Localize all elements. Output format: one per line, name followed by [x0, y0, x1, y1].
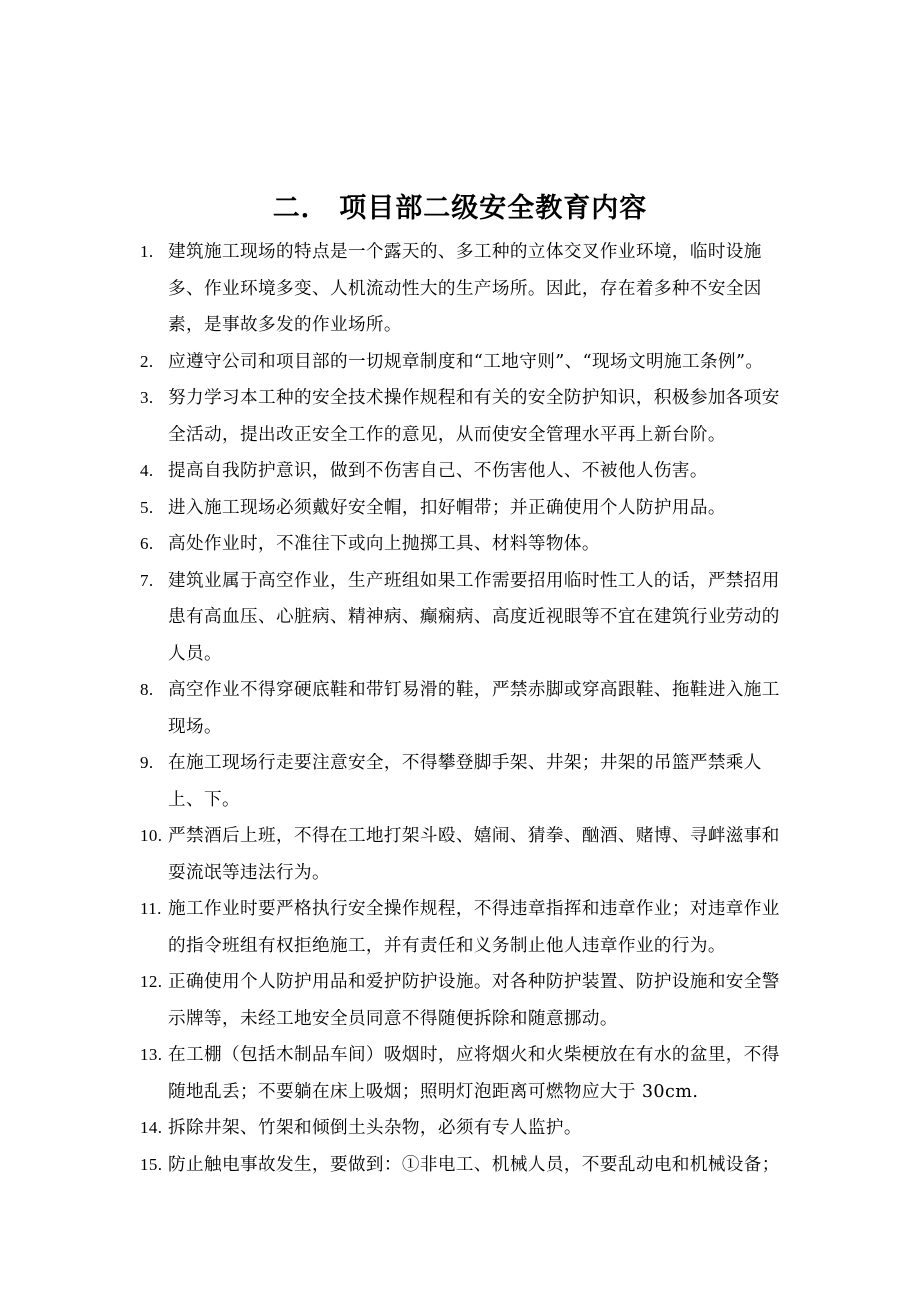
item-number: 11.: [140, 899, 162, 918]
item-text: 建筑施工现场的特点是一个露天的、多工种的立体交叉作业环境，临时设施多、作业环境多变、人机流动性大的生产场所。因此，存在着多种不安全因素，是事故多发的作业场所。: [168, 242, 762, 335]
list-item: [0, 672, 782, 745]
item-text: 拆除井架、竹架和倾倒土头杂物，必须有专人监护。: [168, 1118, 582, 1138]
list-item: [0, 1037, 782, 1110]
item-number: 4.: [140, 461, 154, 480]
item-text: 高处作业时，不准往下或向上抛掷工具、材料等物体。: [168, 534, 600, 554]
list-item: [0, 745, 782, 818]
item-number: 9.: [140, 753, 154, 772]
list-item: [0, 344, 782, 381]
item-number: 10.: [140, 826, 163, 845]
list-item: [0, 818, 782, 891]
item-text: 严禁酒后上班，不得在工地打架斗殴、嬉闹、猜拳、酗酒、赌博、寻衅滋事和耍流氓等违法行为。: [168, 826, 780, 883]
item-text: 施工作业时要严格执行安全操作规程，不得违章指挥和违章作业；对违章作业的指令班组有权拒绝施工，并有责任和义务制止他人违章作业的行为。: [168, 899, 780, 956]
item-number: 8.: [140, 680, 154, 699]
item-text: 建筑业属于高空作业，生产班组如果工作需要招用临时性工人的话，严禁招用患有高血压、心脏病、精神病、癫痫病、高度近视眼等不宜在建筑行业劳动的人员。: [168, 570, 780, 664]
item-number: 5.: [140, 497, 154, 517]
item-number: 13.: [140, 1045, 163, 1064]
item-text: 应遵守公司和项目部的一切规章制度和“工地守则”、“现场文明施工条例”。: [168, 351, 764, 372]
item-text: 防止触电事故发生，要做到：①非电工、机械人员，不要乱动电和机械设备；: [168, 1154, 780, 1175]
list-item: [0, 563, 782, 673]
item-text: 在施工现场行走要注意安全，不得攀登脚手架、井架；井架的吊篮严禁乘人上、下。: [168, 753, 762, 810]
item-number: 14.: [140, 1118, 163, 1137]
list-item: [0, 1147, 782, 1184]
item-number: 12.: [140, 972, 163, 991]
list-item: [0, 526, 782, 563]
list-item: [0, 490, 782, 527]
item-text: 在工棚（包括木制品车间）吸烟时，应将烟火和火柴梗放在有水的盆里，不得随地乱丢；不要躺在床上吸烟；照明灯泡距离可燃物应大于 30cm.: [168, 1045, 780, 1102]
item-number: 15.: [140, 1154, 163, 1174]
item-text: 提高自我防护意识，做到不伤害自己、不伤害他人、不被他人伤害。: [168, 461, 708, 481]
item-number: 6.: [140, 534, 154, 553]
item-text: 高空作业不得穿硬底鞋和带钉易滑的鞋，严禁赤脚或穿高跟鞋、拖鞋进入施工现场。: [168, 680, 780, 737]
item-number: 1.: [140, 242, 154, 261]
safety-rules-list: [0, 234, 920, 1183]
item-text: 正确使用个人防护用品和爱护防护设施。对各种防护装置、防护设施和安全警示牌等，未经工地安全员同意不得随便拆除和随意挪动。: [168, 972, 780, 1029]
item-text: 进入施工现场必须戴好安全帽，扣好帽带；并正确使用个人防护用品。: [168, 497, 726, 518]
list-item: [0, 1110, 782, 1147]
item-number: 2.: [140, 351, 154, 371]
list-item: [0, 453, 782, 490]
list-item: [0, 891, 782, 964]
item-text: 努力学习本工种的安全技术操作规程和有关的安全防护知识，积极参加各项安全活动，提出改正安全工作的意见，从而使安全管理水平再上新台阶。: [168, 388, 780, 445]
list-item: [0, 234, 782, 344]
page-title: 二． 项目部二级安全教育内容: [272, 193, 648, 224]
list-item: [0, 380, 782, 453]
list-item: [0, 964, 782, 1037]
item-number: 3.: [140, 388, 154, 407]
item-number: 7.: [140, 570, 154, 590]
